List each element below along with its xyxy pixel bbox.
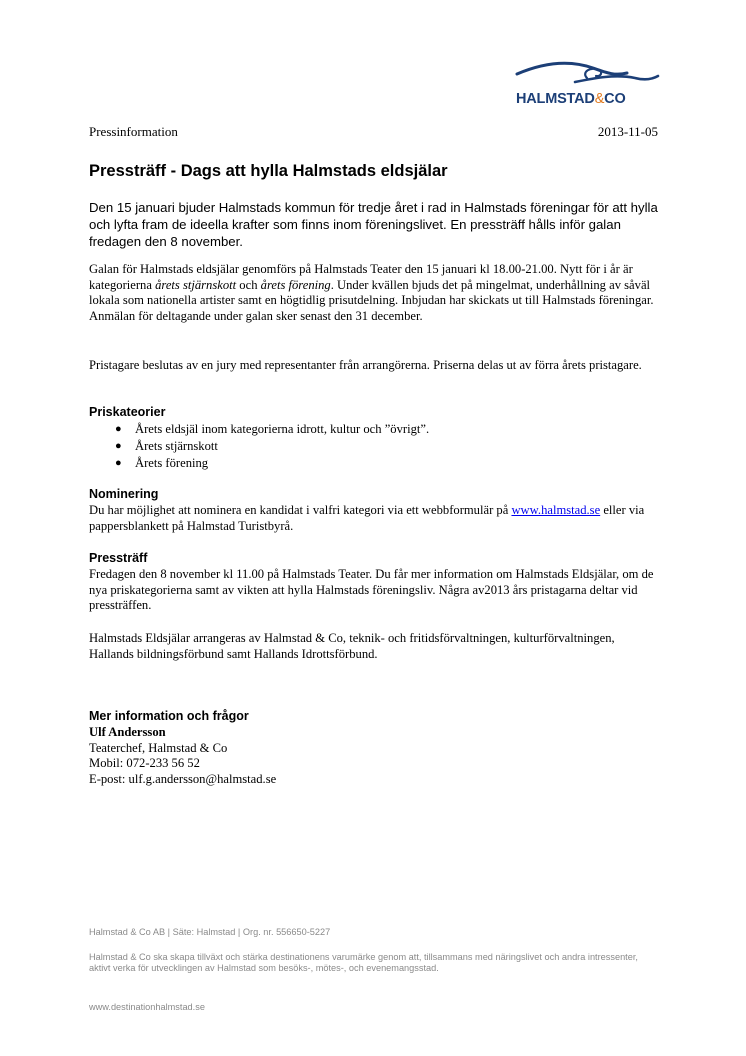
jury-paragraph: Pristagare beslutas av en jury med representanter från arrangörerna. Priserna delas ut av förra årets pristagare. [89,358,642,372]
contact-phone: Mobil: 072-233 56 52 [89,756,200,771]
contact-name: Ulf Andersson [89,725,166,739]
document-date: 2013-11-05 [597,124,658,139]
contact-email: E-post: ulf.g.andersson@halmstad.se [89,771,277,786]
contact-heading: Mer information och frågor [89,709,249,723]
logo-brand-end: CO [604,91,626,107]
organizers-paragraph: Halmstads Eldsjälar arrangeras av Halmstad & Co, teknik- och fritidsförvaltningen, kulturförvaltningen, Hallands bildningsförbund samt Hallands Idrottsförbund. [89,631,615,661]
halmstad-website-link[interactable]: www.halmstad.se [511,503,601,517]
bullet-icon: ● [115,423,122,435]
list-item-text: Årets stjärnskott [135,439,218,453]
lead-paragraph: Den 15 januari bjuder Halmstads kommun för tredje året i rad in Halmstads föreningar för att hylla och lyfta fram de ideella krafter som finns inom föreningslivet. En pressträff hålls inför galan fredagen den 8 november. [89,200,658,249]
list-item [89,421,429,438]
nomination-text-2: eller via pappersblankett på Halmstad Turistbyrå. [89,503,645,533]
halmstad-co-logo [515,56,660,108]
document-type: Pressinformation [89,124,178,139]
bullet-icon: ● [115,440,122,452]
footer-website: www.destinationhalmstad.se [89,1002,205,1012]
wave-logo-icon [515,56,660,88]
press-meeting-heading: Pressträff [89,551,148,565]
bullet-icon: ● [115,457,122,469]
nomination-text-1: Du har möjlighet att nominera en kandidat i valfri kategori via ett webbformulär på [89,503,512,517]
gala-text-2: och [236,277,261,292]
gala-text-1: Galan för Halmstads eldsjälar genomförs på Halmstads Teater den 15 januari kl 18.00-21.00. Nytt för i år är kategorierna [89,262,633,292]
gala-emphasis-2: årets förening [260,277,331,292]
gala-emphasis-1: årets stjärnskott [155,277,237,292]
logo-text [516,91,626,107]
page-title: Pressträff - Dags att hylla Halmstads eldsjälar [89,162,448,180]
gala-paragraph [89,262,659,324]
nomination-paragraph [89,503,659,534]
list-item-text: Årets förening [135,456,209,470]
footer-mission: Halmstad & Co ska skapa tillväxt och stärka destinationens varumärke genom att, tillsammans med näringslivet och andra intressenter, aktivt verka för utvecklingen av Halmstad som besöks-, mötes-, och evenemangsstad. [89,952,638,973]
logo-ampersand: & [594,91,605,107]
prize-categories-heading: Priskateorier [89,405,166,419]
prize-categories-list [89,421,429,472]
list-item [89,455,429,472]
contact-role: Teaterchef, Halmstad & Co [89,740,228,755]
list-item [89,438,429,455]
footer-company-info: Halmstad & Co AB | Säte: Halmstad | Org. nr. 556650-5227 [89,927,331,937]
gala-text-3: . Under kvällen bjuds det på mingelmat, underhållning av såväl lokala som nationella artister samt en högtidlig prisutdelning. Inbjudan har skickats ut till Halmstads föreningar. Anmälan för deltagande under galan sker senast den 31 december. [89,277,654,323]
contact-block [89,725,276,787]
press-meeting-paragraph: Fredagen den 8 november kl 11.00 på Halmstads Teater. Du får mer information om Halmstads Eldsjälar, om de nya priskategorierna samt av vikten att hylla Halmstads föreningsliv. Några av2013 års pristagarna deltar vid pressträffen. [89,567,654,613]
nomination-heading: Nominering [89,487,159,501]
list-item-text: Årets eldsjäl inom kategorierna idrott, kultur och ”övrigt”. [135,422,430,436]
logo-brand: HALMSTAD [516,91,595,107]
